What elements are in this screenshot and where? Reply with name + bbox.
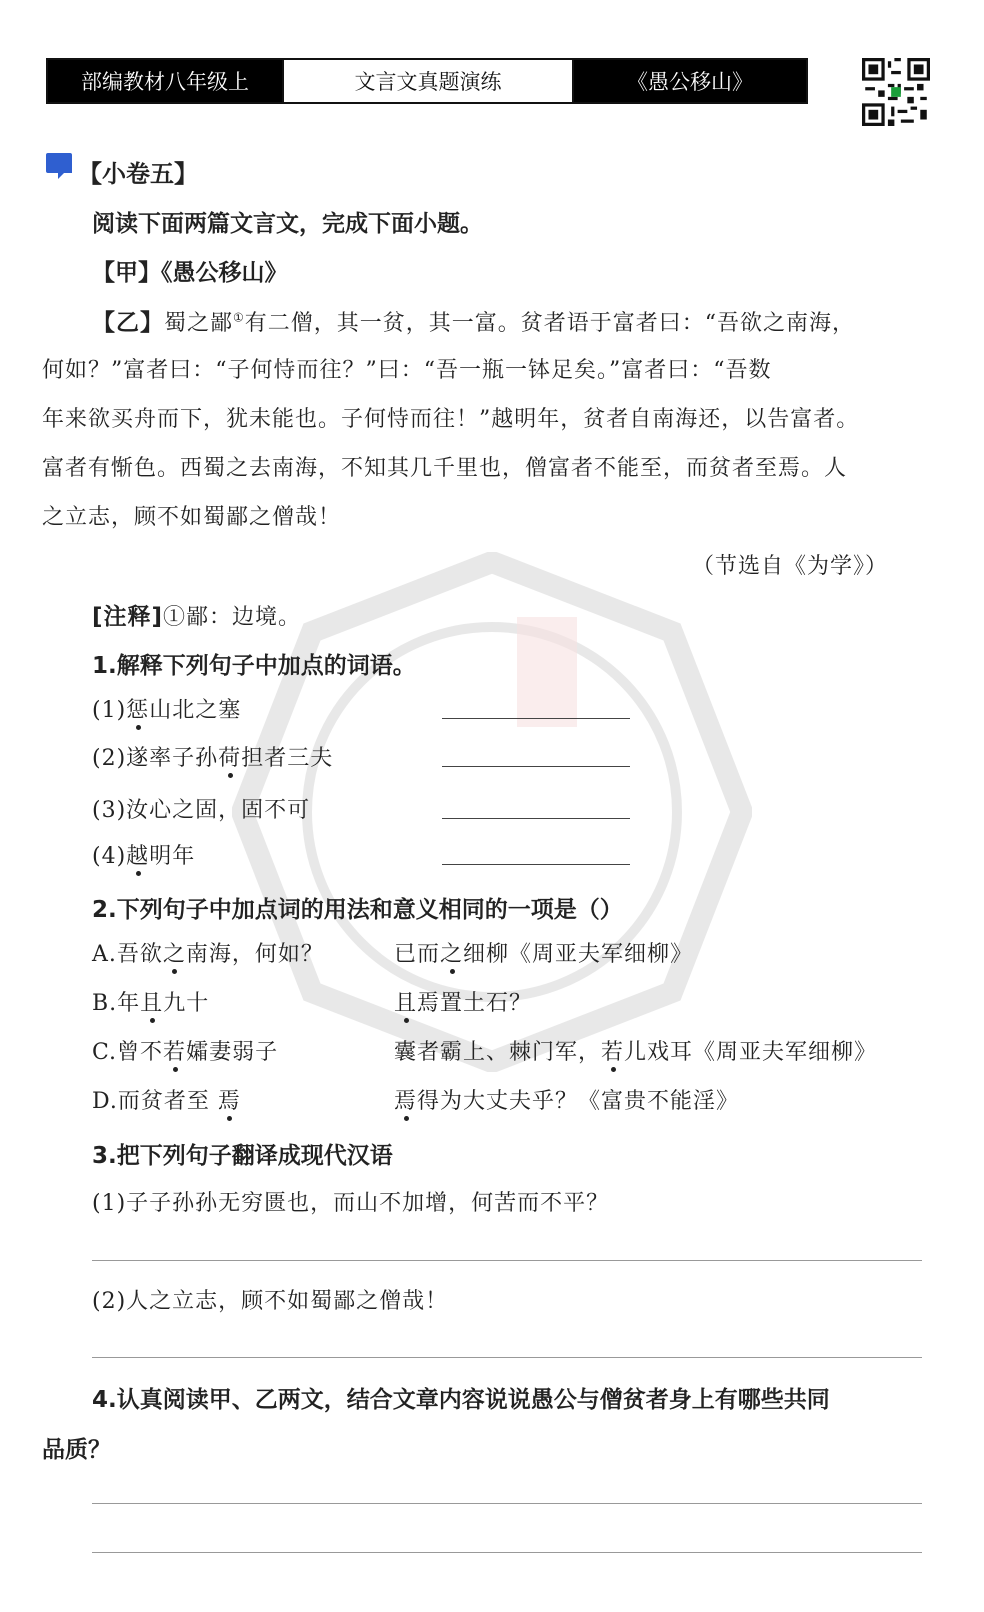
note-marker: ① [233,310,245,325]
dotted-word: 若 [601,1035,624,1066]
instruction: 阅读下面两篇文言文，完成下面小题。 [92,211,483,237]
text-jia-label: 【甲】《愚公移山》 [92,260,288,286]
annotation-label: [注释] [92,604,164,630]
passage-yi-line-2: 何如？”富者曰：“子何恃而往？”曰：“吾一瓶一钵足矣。”富者曰：“吾数 [42,358,772,383]
dotted-word: 焉 [394,1084,417,1115]
answer-blank-1[interactable] [442,718,630,719]
q3-sentence-1: (1)子子孙孙无穷匮也，而山不加增，何苦而不平？ [92,1191,610,1216]
question-3-title: 3.把下列句子翻译成现代汉语 [92,1143,393,1169]
answer-blank-2[interactable] [442,766,630,767]
dotted-word: 且 [394,986,417,1017]
q2-option-b-left[interactable]: B.年且九十 [92,986,209,1017]
q1-item-3: (3)汝心之固，固不可 [92,798,311,823]
question-1-title: 1.解释下列句子中加点的词语。 [92,653,416,679]
q2-option-d-right: 焉得为大丈夫乎？《富贵不能淫》 [394,1084,739,1115]
q2-option-c-right: 囊者霸上、棘门军，若儿戏耳《周亚夫军细柳》 [394,1035,877,1066]
text-yi-label: 【乙】 [92,310,164,336]
header-lesson: 《愚公移山》 [574,60,806,102]
dotted-word: 惩 [126,693,149,724]
dotted-word: 焉 [218,1084,241,1115]
dotted-word: 之 [440,937,463,968]
dotted-word: 之 [163,937,186,968]
passage-yi-line-4: 富者有惭色。西蜀之去南海，不知其几千里也，僧富者不能至，而贫者至焉。人 [42,456,848,481]
q3-sentence-2: (2)人之立志，顾不如蜀鄙之僧哉！ [92,1289,449,1314]
dotted-word: 且 [140,986,163,1017]
q2-option-b-right: 且焉置土石？ [394,986,532,1017]
q1-item-2: (2)遂率子孙荷担者三夫 [92,741,333,772]
header-title: 文言文真题演练 [282,60,574,102]
q1-item-1: (1)惩山北之塞 [92,693,241,724]
answer-line-q4-2[interactable] [92,1552,922,1553]
annotation [92,598,301,631]
dotted-word: 越 [126,839,149,870]
answer-line-q3-1[interactable] [92,1260,922,1261]
annotation-text: ①鄙：边境。 [163,605,302,630]
dotted-word: 荷 [218,741,241,772]
q2-option-d-left[interactable]: D.而贫者至 焉 [92,1084,241,1115]
passage-yi-line-5: 之立志，顾不如蜀鄙之僧哉！ [42,505,342,530]
qr-code-icon [862,58,930,126]
question-4-line-2: 品质？ [42,1437,111,1463]
passage-yi-line-1 [92,304,855,337]
q2-option-c-left[interactable]: C.曾不若孀妻弱子 [92,1035,278,1066]
answer-line-q4-1[interactable] [92,1503,922,1504]
passage-text: 有二僧，其一贫，其一富。贫者语于富者曰：“吾欲之南海， [244,311,856,336]
dotted-word: 若 [163,1035,186,1066]
header-bar [46,58,808,104]
answer-line-q3-2[interactable] [92,1357,922,1358]
question-2-title: 2.下列句子中加点词的用法和意义相同的一项是（） [92,897,623,923]
passage-source: （节选自《为学》） [692,554,889,579]
bookmark-icon [44,151,74,181]
q2-option-a-right: 已而之细柳《周亚夫军细柳》 [394,937,693,968]
q2-option-a-left[interactable]: A.吾欲之南海，何如？ [92,937,324,968]
header-grade: 部编教材八年级上 [48,60,282,102]
section-title: 【小卷五】 [78,160,198,188]
passage-text: 蜀之鄙 [164,311,234,336]
answer-blank-3[interactable] [442,818,630,819]
passage-yi-line-3: 年来欲买舟而下，犹未能也。子何恃而往！”越明年，贫者自南海还，以告富者。 [42,407,860,432]
question-4-line-1: 4.认真阅读甲、乙两文，结合文章内容说说愚公与僧贫者身上有哪些共同 [92,1387,830,1413]
answer-blank-4[interactable] [442,864,630,865]
q1-item-4: (4)越明年 [92,839,195,870]
